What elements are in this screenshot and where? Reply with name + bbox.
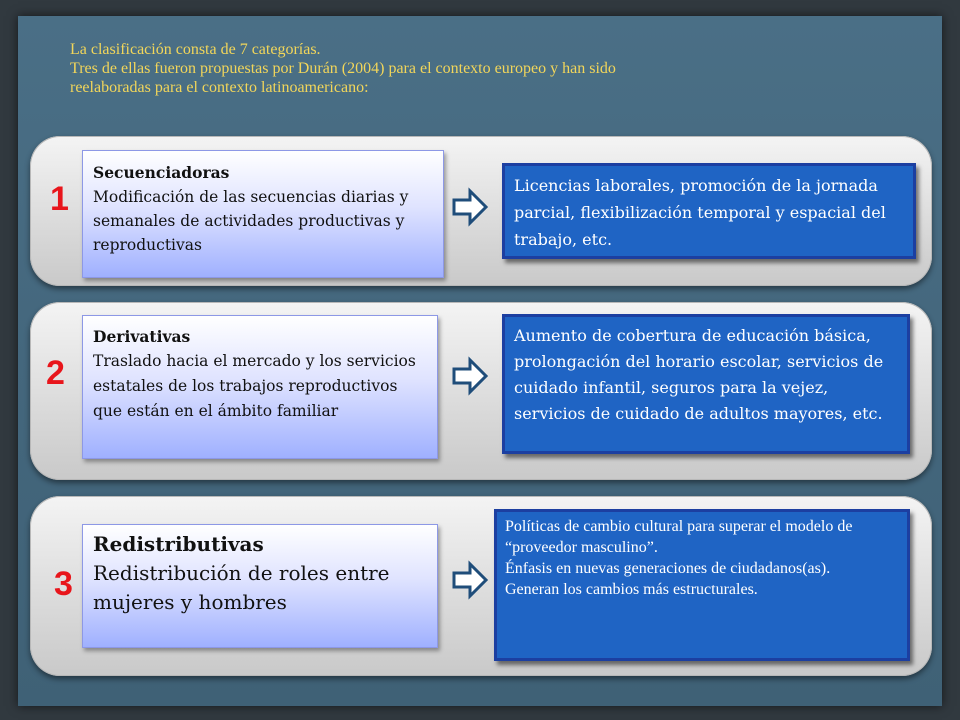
right-arrow-icon [450,560,490,600]
right-arrow-icon [450,356,490,396]
row-3-result-line-3: Generan los cambios más estructurales. [505,581,758,598]
intro-line-2: Tres de ellas fueron propuestas por Durán (2004) para el contexto europeo y han sido [70,60,616,77]
row-1-category-description: Modificación de las secuencias diarias y semanales de actividades productivas y reproductivas [93,188,409,254]
row-2-number: 2 [46,354,65,392]
row-1-result-text: Licencias laborales, promoción de la jornada parcial, flexibilización temporal y espacial del trabajo, etc. [514,176,886,249]
intro-text [70,40,910,97]
row-2-category-box [82,315,438,459]
row-3-category-description: Redistribución de roles entre mujeres y hombres [93,561,390,614]
row-2-result-box [502,314,910,454]
right-arrow-icon [450,187,490,227]
intro-line-3: reelaboradas para el contexto latinoamericano: [70,79,369,96]
intro-line-1: La clasificación consta de 7 categorías. [70,41,321,58]
row-2-result-text: Aumento de cobertura de educación básica, prolongación del horario escolar, servicios de cuidado infantil, seguros para la vejez, servicios de cuidado de adultos mayores, etc. [514,326,884,423]
row-3-category-box [82,524,438,648]
row-1-category-title: Secuenciadoras [93,163,230,182]
row-3-result-line-1: Políticas de cambio cultural para superar el modelo de “proveedor masculino”. [505,518,853,556]
row-2-category-title: Derivativas [93,327,191,346]
row-3-category-title: Redistributivas [93,532,264,556]
row-3-number: 3 [54,565,73,603]
row-3-result-box [494,509,910,661]
row-1-number: 1 [50,180,69,218]
row-3-result-line-2: Énfasis en nuevas generaciones de ciudadanos(as). [505,560,831,577]
row-2-category-description: Traslado hacia el mercado y los servicios estatales de los trabajos reproductivos que están en el ámbito familiar [93,352,416,420]
row-1-category-box [82,150,444,278]
row-1-result-box [502,163,916,259]
